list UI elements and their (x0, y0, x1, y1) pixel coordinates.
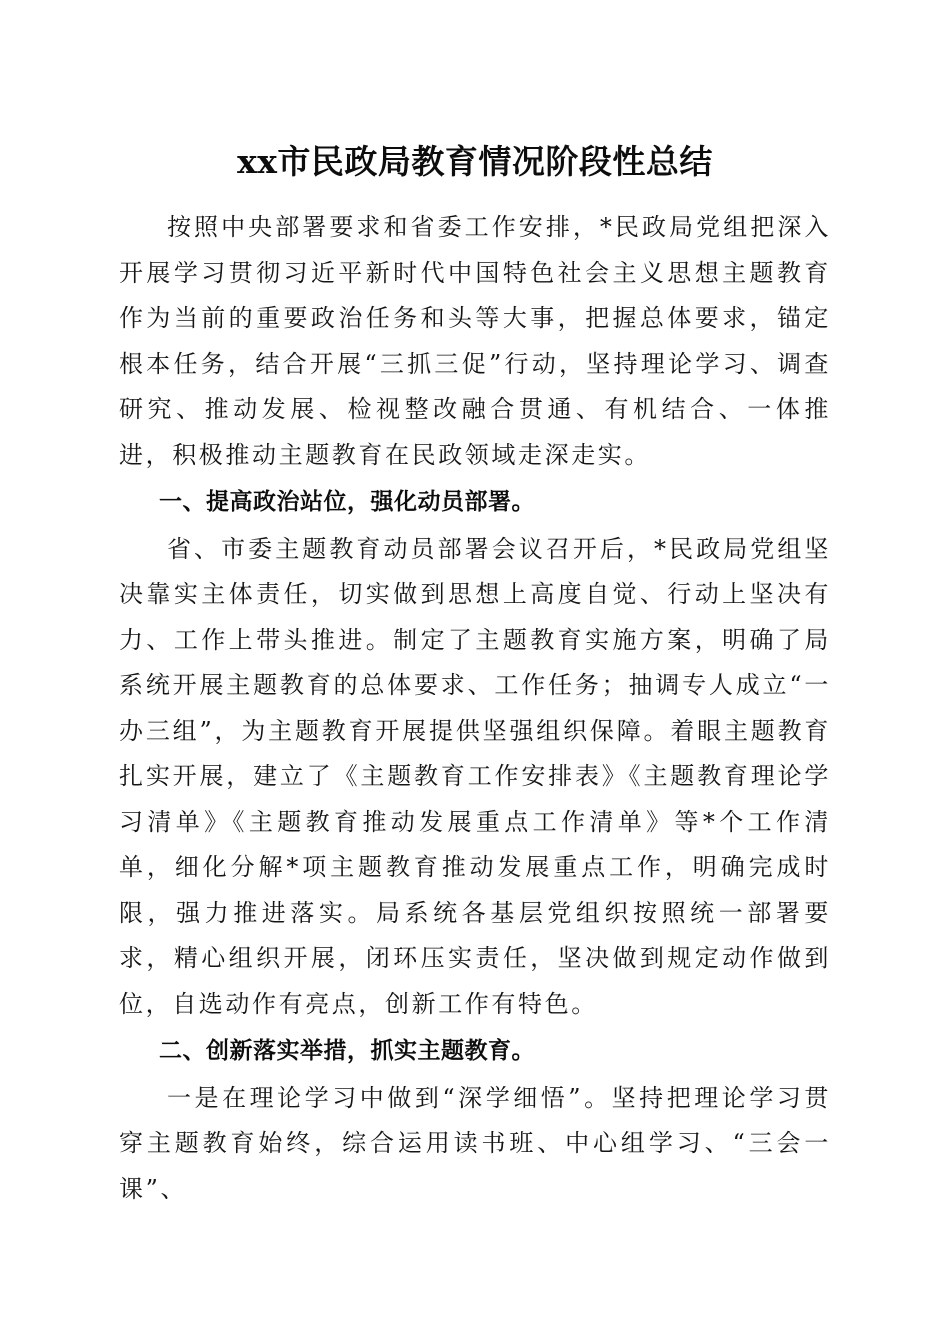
document-body (119, 205, 831, 1212)
intro-paragraph: 按照中央部署要求和省委工作安排，*民政局党组把深入开展学习贯彻习近平新时代中国特色社会主义思想主题教育作为当前的重要政治任务和头等大事，把握总体要求，锚定根本任务，结合开展“三抓三促”行动，坚持理论学习、调查研究、推动发展、检视整改融合贯通、有机结合、一体推进，积极推动主题教育在民政领域走深走实。 (119, 213, 831, 469)
section-1-paragraph: 省、市委主题教育动员部署会议召开后，*民政局党组坚决靠实主体责任，切实做到思想上高度自觉、行动上坚决有力、工作上带头推进。制定了主题教育实施方案，明确了局系统开展主题教育的总体要求、工作任务；抽调专人成立“一办三组”，为主题教育开展提供坚强组织保障。着眼主题教育扎实开展，建立了《主题教育工作安排表》《主题教育理论学习清单》《主题教育推动发展重点工作清单》等*个工作清单，细化分解*项主题教育推动发展重点工作，明确完成时限，强力推进落实。局系统各基层党组织按照统一部署要求，精心组织开展，闭环压实责任，坚决做到规定动作做到位，自选动作有亮点，创新工作有特色。 (119, 534, 831, 1018)
section-heading-2: 二、创新落实举措，抓实主题教育。 (159, 1038, 535, 1064)
section-2-paragraph: 一是在理论学习中做到“深学细悟”。坚持把理论学习贯穿主题教育始终，综合运用读书班、中心组学习、“三会一课”、 (119, 1083, 831, 1203)
document-title: xx市民政局教育情况阶段性总结 (237, 142, 713, 181)
section-heading-1: 一、提高政治站位，强化动员部署。 (159, 489, 535, 515)
